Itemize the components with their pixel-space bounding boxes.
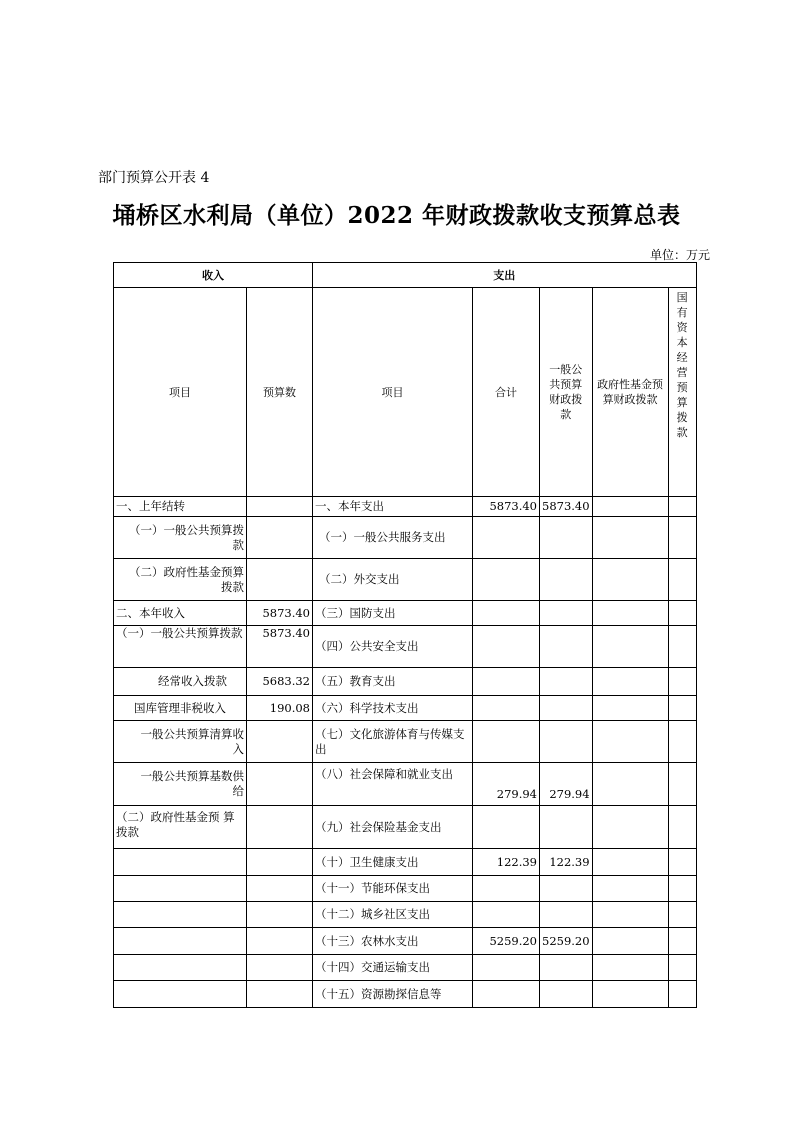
state-capital-value	[668, 928, 696, 955]
income-label: 一般公共预算基数供给	[114, 763, 247, 806]
expense-label: （四）公共安全支出	[313, 626, 473, 668]
expense-label: （六）科学技术支出	[313, 696, 473, 721]
income-value	[247, 876, 313, 902]
income-value: 5873.40	[247, 601, 313, 626]
general-value	[540, 955, 593, 981]
income-value	[247, 497, 313, 517]
expense-section-header: 支出	[313, 263, 697, 288]
state-capital-value	[668, 763, 696, 806]
income-budget-header: 预算数	[247, 288, 313, 497]
income-section-header: 收入	[114, 263, 313, 288]
income-label: （一）一般公共预算拨款	[114, 517, 247, 559]
unit-label: 单位：万元	[649, 248, 710, 262]
total-value: 5259.20	[473, 928, 540, 955]
table-row	[114, 955, 697, 981]
state-capital-value	[668, 902, 696, 928]
general-budget-header: 一般公共预算财政拨款	[540, 288, 593, 497]
table-row	[114, 696, 697, 721]
fund-value	[592, 497, 668, 517]
income-value	[247, 763, 313, 806]
income-label: 经常收入拨款	[114, 668, 247, 696]
general-value	[540, 876, 593, 902]
total-value	[473, 668, 540, 696]
income-label	[114, 876, 247, 902]
general-value	[540, 668, 593, 696]
total-value: 122.39	[473, 849, 540, 876]
income-label: 二、本年收入	[114, 601, 247, 626]
general-value	[540, 559, 593, 601]
total-value	[473, 902, 540, 928]
total-value	[473, 876, 540, 902]
income-label: 一般公共预算清算收入	[114, 721, 247, 763]
fund-value	[592, 849, 668, 876]
fund-value	[592, 559, 668, 601]
general-value	[540, 626, 593, 668]
total-value	[473, 517, 540, 559]
total-value: 5873.40	[473, 497, 540, 517]
table-row	[114, 668, 697, 696]
table-row	[114, 721, 697, 763]
income-value	[247, 559, 313, 601]
fund-value	[592, 601, 668, 626]
income-value	[247, 517, 313, 559]
general-value	[540, 981, 593, 1008]
table-row	[114, 928, 697, 955]
table-row	[114, 849, 697, 876]
fund-value	[592, 668, 668, 696]
income-label: （一）一般公共预算拨款	[114, 626, 247, 668]
general-value	[540, 517, 593, 559]
table-row	[114, 517, 697, 559]
table-row	[114, 626, 697, 668]
income-label	[114, 902, 247, 928]
table-row	[114, 763, 697, 806]
state-capital-header: 国有资本经营预算拨款	[668, 288, 696, 497]
fund-value	[592, 721, 668, 763]
income-label	[114, 955, 247, 981]
table-row	[114, 497, 697, 517]
state-capital-value	[668, 626, 696, 668]
general-value	[540, 721, 593, 763]
fund-budget-header: 政府性基金预算财政拨款	[592, 288, 668, 497]
income-label	[114, 849, 247, 876]
general-value	[540, 696, 593, 721]
income-value: 5683.32	[247, 668, 313, 696]
income-label	[114, 981, 247, 1008]
income-value	[247, 902, 313, 928]
total-value	[473, 981, 540, 1008]
fund-value	[592, 902, 668, 928]
state-capital-value	[668, 696, 696, 721]
state-capital-value	[668, 981, 696, 1008]
expense-label: （九）社会保险基金支出	[313, 806, 473, 849]
total-value	[473, 601, 540, 626]
expense-label: （十三）农林水支出	[313, 928, 473, 955]
general-value: 5873.40	[540, 497, 593, 517]
total-value	[473, 559, 540, 601]
income-value: 190.08	[247, 696, 313, 721]
expense-item-header: 项目	[313, 288, 473, 497]
income-label: （二）政府性基金预算拨款	[114, 559, 247, 601]
state-capital-value	[668, 955, 696, 981]
state-capital-value	[668, 849, 696, 876]
fund-value	[592, 876, 668, 902]
fund-value	[592, 981, 668, 1008]
income-label: 一、上年结转	[114, 497, 247, 517]
table-row	[114, 601, 697, 626]
total-value: 279.94	[473, 763, 540, 806]
income-value: 5873.40	[247, 626, 313, 668]
table-row	[114, 876, 697, 902]
state-capital-value	[668, 721, 696, 763]
expense-label: （五）教育支出	[313, 668, 473, 696]
expense-label: （十五）资源勘探信息等	[313, 981, 473, 1008]
table-row	[114, 559, 697, 601]
general-value	[540, 806, 593, 849]
budget-table	[113, 262, 697, 1008]
state-capital-value	[668, 601, 696, 626]
expense-label: （二）外交支出	[313, 559, 473, 601]
state-capital-value	[668, 668, 696, 696]
state-capital-value	[668, 876, 696, 902]
state-capital-value	[668, 517, 696, 559]
document-label: 部门预算公开表 4	[98, 170, 210, 186]
total-header: 合计	[473, 288, 540, 497]
expense-label: （十）卫生健康支出	[313, 849, 473, 876]
table-row	[114, 981, 697, 1008]
table-row	[114, 806, 697, 849]
income-value	[247, 849, 313, 876]
fund-value	[592, 806, 668, 849]
income-value	[247, 721, 313, 763]
total-value	[473, 721, 540, 763]
total-value	[473, 696, 540, 721]
total-value	[473, 806, 540, 849]
fund-value	[592, 696, 668, 721]
expense-label: （十一）节能环保支出	[313, 876, 473, 902]
income-value	[247, 955, 313, 981]
income-label: （二）政府性基金预 算拨款	[114, 806, 247, 849]
state-capital-value	[668, 806, 696, 849]
income-value	[247, 981, 313, 1008]
expense-label: （十二）城乡社区支出	[313, 902, 473, 928]
income-item-header: 项目	[114, 288, 247, 497]
general-value: 5259.20	[540, 928, 593, 955]
fund-value	[592, 928, 668, 955]
fund-value	[592, 626, 668, 668]
fund-value	[592, 763, 668, 806]
expense-label: （十四）交通运输支出	[313, 955, 473, 981]
table-row	[114, 902, 697, 928]
income-label	[114, 928, 247, 955]
general-value: 122.39	[540, 849, 593, 876]
total-value	[473, 626, 540, 668]
expense-label: （一）一般公共服务支出	[313, 517, 473, 559]
income-value	[247, 806, 313, 849]
fund-value	[592, 517, 668, 559]
expense-label: （七）文化旅游体育与传媒支出	[313, 721, 473, 763]
expense-label: （三）国防支出	[313, 601, 473, 626]
general-value: 279.94	[540, 763, 593, 806]
income-value	[247, 928, 313, 955]
total-value	[473, 955, 540, 981]
state-capital-value	[668, 559, 696, 601]
income-label: 国库管理非税收入	[114, 696, 247, 721]
expense-label: （八）社会保障和就业支出	[313, 763, 473, 806]
expense-label: 一、本年支出	[313, 497, 473, 517]
page-title: 埇桥区水利局（单位）2022 年财政拨款收支预算总表	[112, 202, 681, 229]
general-value	[540, 601, 593, 626]
fund-value	[592, 955, 668, 981]
general-value	[540, 902, 593, 928]
state-capital-value	[668, 497, 696, 517]
